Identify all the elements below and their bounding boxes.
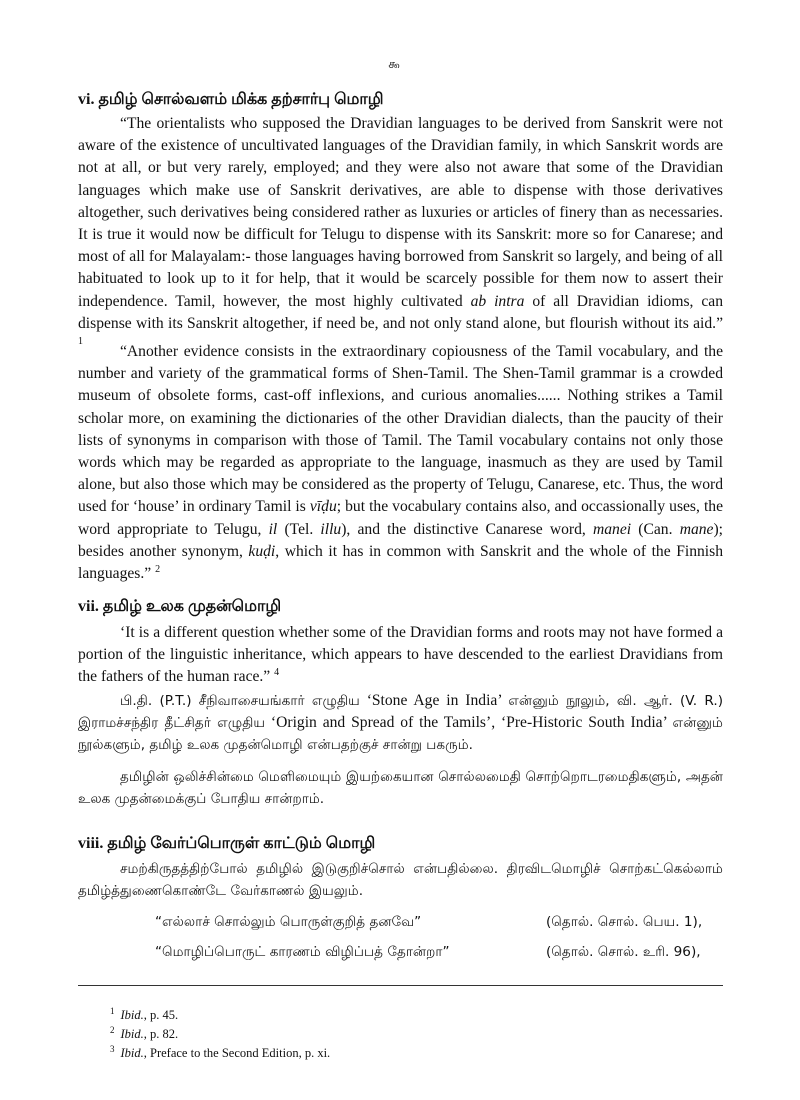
section-heading-6: vi. தமிழ் சொல்வளம் மிக்க தற்சார்பு மொழி <box>78 91 384 108</box>
section-heading-7: vii. தமிழ் உலக முதன்மொழி <box>78 598 282 615</box>
section-7-paragraph-2: பி.தி. (P.T.) சீநிவாசையங்கார் எழுதிய ‘Stone Age in India’ என்னும் நூலும், வி. ஆர். (V. R.) இராமச்சந்திர தீட்சிதர் எழுதிய ‘Origin and Spread of the Tamils’, ‘Pre-Historic South India’ என்னும் நூல்களும், தமிழ் உலக முதன்மொழி என்பதற்குச் சான்று பகரும். <box>78 692 724 754</box>
section-6-paragraph-2: “Another evidence consists in the extraordinary copiousness of the Tamil vocabulary, and the number and variety of the grammatical forms of Shen-Tamil. The Shen-Tamil grammar is a crowded museum of obsolete forms, cast-off inflexions, and curious anomalies...... Nothing strikes a Tamil scholar more, on examining the dictionaries of the other Dravidian dialects, than the paucity of their lists of synonyms in comparison with those of Tamil. The Tamil vocabulary contains not only those words which may be regarded as appropriate to the language, inasmuch as they are used by Tamil alone, but also those which may be considered as the property of Telugu, Canarese, etc. Thus, the word used for ‘house’ in ordinary Tamil is vīḍu; but the vocabulary contains also, and occassionally uses, the word appropriate to Telugu, il (Tel. illu), and the distinctive Canarese word, manei (Can. mane); besides another synonym, kuḍi, which it has in common with Sanskrit and the whole of the Finnish languages.” $^2$ <box>78 343 724 583</box>
section-heading-8: viii. தமிழ் வேர்ப்பொருள் காட்டும் மொழி <box>78 835 376 852</box>
footnote-1: $^1$ Ibid., p. 45. <box>110 1006 179 1023</box>
footnote-2: $^2$ Ibid., p. 82. <box>110 1025 179 1042</box>
footnote-ref: 2 <box>155 563 161 575</box>
section-7-paragraph-1: ‘It is a different question whether some of the Dravidian forms and roots may not have formed a portion of the linguistic inheritance, which appears to have descended to the earliest Dravidians from the fathers of the human race.” $^4$ <box>78 624 723 686</box>
footnote-3: $^3$ Ibid., Preface to the Second Edition, p. xi. <box>110 1044 331 1061</box>
page-number: ௯ <box>388 56 401 71</box>
footnote-ref: 1 <box>78 335 83 347</box>
footnote-ref: 4 <box>274 667 280 679</box>
footnote-divider <box>78 985 723 986</box>
quote-line-2: “மொழிப்பொருட் காரணம் விழிப்பத் தோன்றா” <box>155 944 450 960</box>
section-6-paragraph-1: “The orientalists who supposed the Dravidian languages to be derived from Sanskrit were not aware of the existence of uncultivated languages of the Dravidian family, in which Sanskrit words are not at all, or but very rarely, employed; and they were also not aware that some of the Dravidian languages which make use of Sanskrit derivatives, are able to dispense with those derivatives altogether, such derivatives being considered rather as luxuries or articles of finery than as necessaries. It is true it would now be difficult for Telugu to dispense with its Sanskrit: more so for Canarese; and most of all for Malayalam:- those languages having borrowed from Sanskrit so largely, and being of all habituated to look up to it for help, that it would be scarcely possible for them now to assert their independence. Tamil, however, the most highly cultivated ab intra of all Dravidian idioms, can dispense with its Sanskrit altogether, if need be, and not only stand alone, but flourish without its aid.” $^1$ <box>78 115 724 347</box>
citation-2: (தொல். சொல். உரி. 96), <box>546 944 701 960</box>
section-7-paragraph-3: தமிழின் ஒலிச்சின்மை மெளிமையும் இயற்கையான சொல்லமைதி சொற்றொடரமைதிகளும், அதன் உலக முதன்மைக்குப் போதிய சான்றாம். <box>78 769 723 808</box>
citation-1: (தொல். சொல். பெய. 1), <box>546 914 703 930</box>
italic-term: ab intra <box>470 292 525 310</box>
quote-line-1: “எல்லாச் சொல்லும் பொருள்குறித் தனவே” <box>155 914 422 930</box>
section-8-paragraph-1: சமற்கிருதத்திற்போல் தமிழில் இடுகுறிச்சொல் என்பதில்லை. திரவிடமொழிச் சொற்கட்கெல்லாம் தமிழ்த்துணைகொண்டே வேர்காணல் இயலும். <box>78 861 723 900</box>
